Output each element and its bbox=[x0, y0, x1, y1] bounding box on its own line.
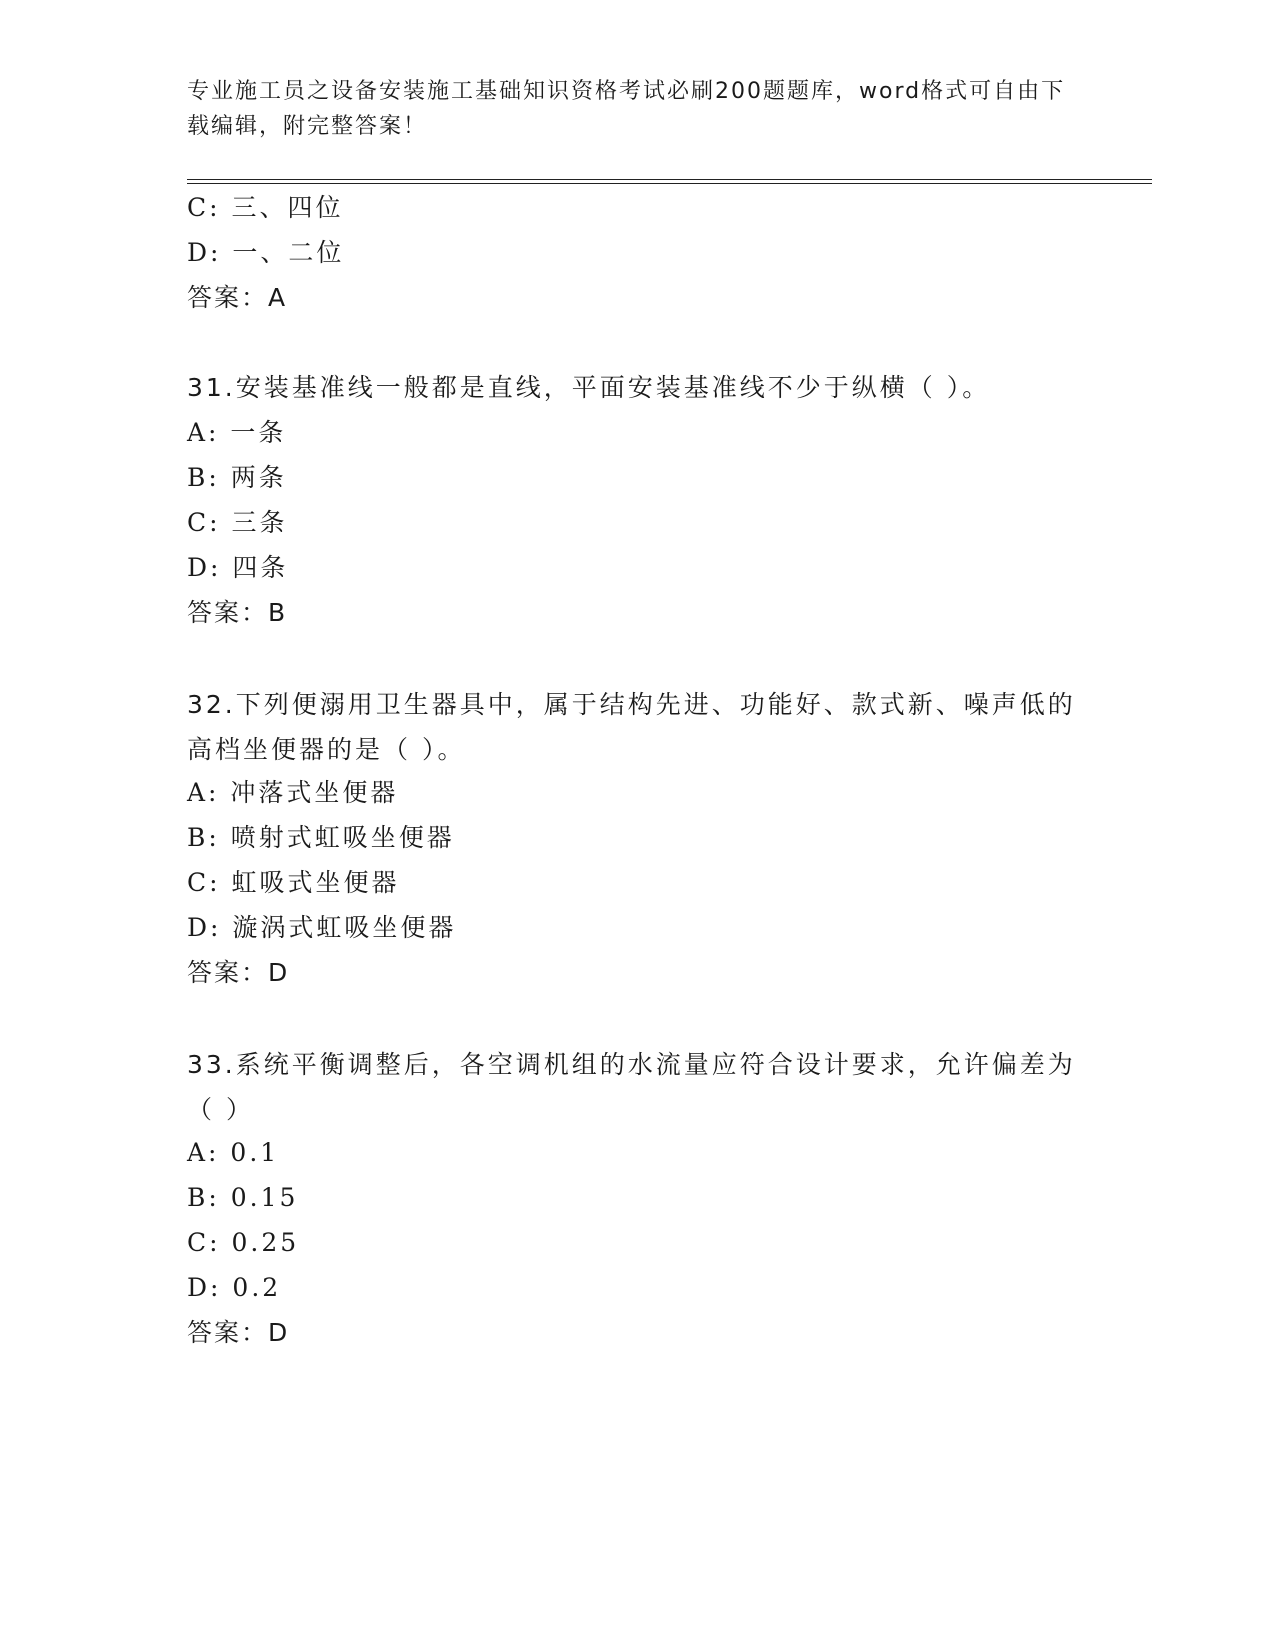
prev-option-d: D: 一、二位 bbox=[187, 238, 345, 267]
q32-option-b: B: 喷射式虹吸坐便器 bbox=[187, 823, 455, 852]
q33-option-a: A: 0.1 bbox=[187, 1138, 280, 1167]
q31-answer: 答案：B bbox=[187, 598, 288, 627]
q32-option-d: D: 漩涡式虹吸坐便器 bbox=[187, 913, 457, 942]
q32-answer: 答案：D bbox=[187, 958, 290, 987]
q33-option-c: C: 0.25 bbox=[187, 1228, 300, 1257]
q32-option-c: C: 虹吸式坐便器 bbox=[187, 868, 400, 897]
q33-stem: 33.系统平衡调整后，各空调机组的水流量应符合设计要求，允许偏差为（ ） bbox=[187, 1050, 1076, 1124]
q33-option-d: D: 0.2 bbox=[187, 1273, 282, 1302]
q31-stem: 31.安装基准线一般都是直线，平面安装基准线不少于纵横（ ）。 bbox=[187, 373, 991, 402]
header-divider-top bbox=[187, 179, 1152, 180]
q33-answer: 答案：D bbox=[187, 1318, 290, 1347]
q31-option-c: C: 三条 bbox=[187, 508, 288, 537]
prev-option-c: C: 三、四位 bbox=[187, 193, 344, 222]
q33-option-b: B: 0.15 bbox=[187, 1183, 299, 1212]
q32-option-a: A: 冲落式坐便器 bbox=[187, 778, 399, 807]
document-header: 专业施工员之设备安装施工基础知识资格考试必刷200题题库，word格式可自由下载编辑，附完整答案！ bbox=[187, 79, 1066, 139]
q32-stem: 32.下列便溺用卫生器具中，属于结构先进、功能好、款式新、噪声低的高档坐便器的是（ ）。 bbox=[187, 690, 1076, 764]
q31-option-d: D: 四条 bbox=[187, 553, 289, 582]
header-divider-bottom bbox=[187, 183, 1152, 184]
q31-option-a: A: 一条 bbox=[187, 418, 287, 447]
prev-answer: 答案：A bbox=[187, 283, 288, 312]
q31-option-b: B: 两条 bbox=[187, 463, 287, 492]
